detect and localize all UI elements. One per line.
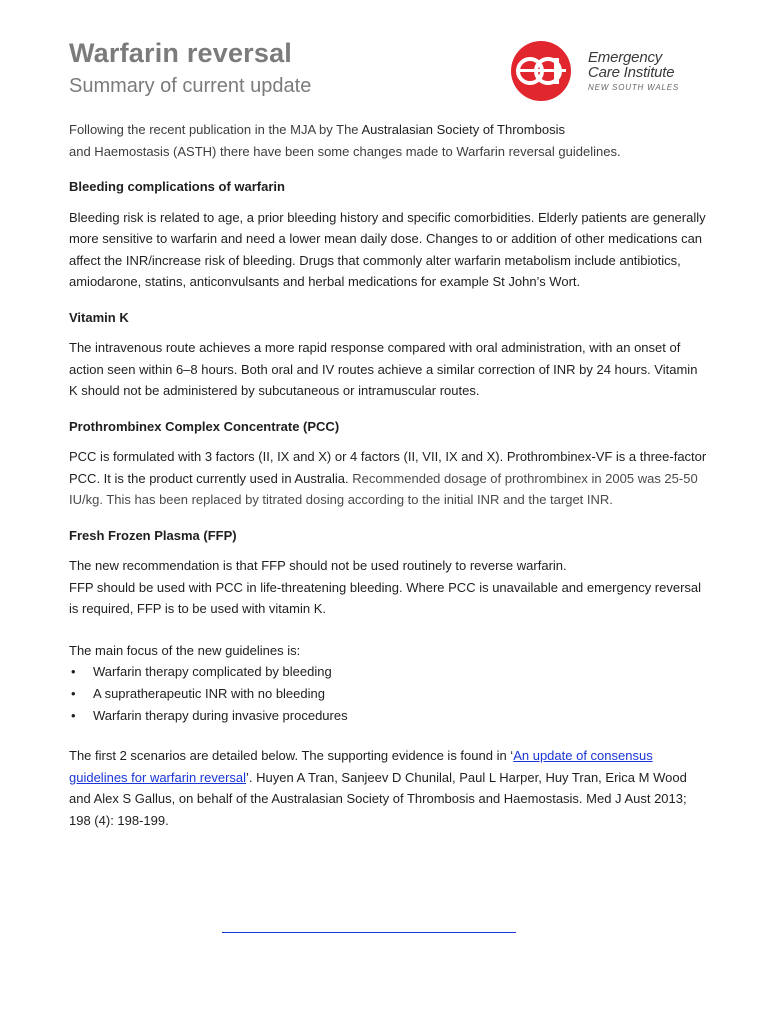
- eci-logo-mark-icon: [508, 38, 574, 104]
- page-subtitle: Summary of current update: [69, 75, 312, 97]
- bullet-icon: •: [71, 708, 76, 723]
- list-item-text: Warfarin therapy complicated by bleeding: [93, 664, 332, 679]
- paragraph-ffp-2: FFP should be used with PCC in life-threatening bleeding. Where PCC is unavailable and emergency reversal is required, FFP is to be used with vitamin K.: [69, 579, 702, 616]
- heading-vitamin-k: Vitamin K: [69, 309, 129, 325]
- eci-logo: [508, 38, 698, 104]
- closing-paragraph: [69, 745, 709, 831]
- closing-text-1: The first 2 scenarios are detailed below. The supporting evidence is found in ‘: [69, 748, 514, 763]
- pcc-text-2: Recommended dosage of prothrombinex in 2005 was 25-50 IU/kg. This has been replaced by titrated dosing according to the initial INR and the target INR.: [69, 470, 698, 507]
- page-title: Warfarin reversal: [69, 38, 293, 68]
- logo-line-3: NEW SOUTH WALES: [588, 83, 679, 92]
- paragraph-ffp-1: The new recommendation is that FFP should not be used routinely to reverse warfarin.: [69, 558, 567, 573]
- bullet-icon: •: [71, 686, 76, 701]
- footer-divider: [222, 932, 516, 933]
- consensus-guidelines-link[interactable]: An update of consensus guidelines for warfarin reversal: [69, 748, 653, 785]
- focus-list: [69, 661, 709, 727]
- intro-paragraph: [69, 119, 709, 162]
- closing-text-2: ’. Huyen A Tran, Sanjeev D Chunilal, Paul L Harper, Huy Tran, Erica M Wood and Alex S Gallus, on behalf of the Australasian Society of Thrombosis and Haemostasis. Med J Aust 2013; 198 (4): 198-199.: [69, 769, 687, 828]
- logo-line-1: Emergency: [588, 49, 663, 66]
- intro-text-3: and Haemostasis (ASTH) there have been some changes made to Warfarin reversal guidelines.: [69, 143, 621, 159]
- document-body: [69, 119, 709, 831]
- intro-text-1: Following the recent publication in the MJA by The: [69, 122, 362, 137]
- logo-line-2: Care Institute: [588, 64, 675, 81]
- list-item: [69, 683, 709, 705]
- heading-bleeding: Bleeding complications of warfarin: [69, 179, 285, 194]
- bullet-icon: •: [71, 664, 76, 679]
- heading-pcc: Prothrombinex Complex Concentrate (PCC): [69, 418, 340, 434]
- list-item: [69, 661, 709, 683]
- list-item-text: Warfarin therapy during invasive procedures: [93, 708, 348, 723]
- pcc-text-1: PCC is formulated with 3 factors (II, IX and X) or 4 factors (II, VII, IX and X). Prothrombinex-VF is a three-factor PCC. It is the product currently used in Australia.: [69, 449, 707, 486]
- paragraph-vitamin-k: The intravenous route achieves a more rapid response compared with oral administration, with an onset of action seen within 6–8 hours. Both oral and IV routes achieve a similar correction of INR by 24 hours. Vitamin K should not be administered by subcutaneous or intramuscular routes.: [69, 340, 698, 398]
- paragraph-pcc: [69, 446, 709, 511]
- heading-ffp: Fresh Frozen Plasma (FFP): [69, 527, 237, 543]
- list-item: [69, 705, 709, 727]
- focus-intro: The main focus of the new guidelines is:: [69, 642, 301, 658]
- intro-text-2: Australasian Society of Thrombosis: [361, 122, 565, 137]
- logo-wordmark: [588, 50, 679, 92]
- list-item-text: A supratherapeutic INR with no bleeding: [93, 686, 325, 701]
- paragraph-bleeding: Bleeding risk is related to age, a prior bleeding history and specific comorbidities. Elderly patients are generally more sensitive to warfarin and need a lower mean daily dose. Changes to or addition of other medications can affect the INR/increase risk of bleeding. Drugs that commonly alter warfarin metabolism include antibiotics, amiodarone, statins, anticonvulsants and herbal medications for example St John’s Wort.: [69, 209, 706, 289]
